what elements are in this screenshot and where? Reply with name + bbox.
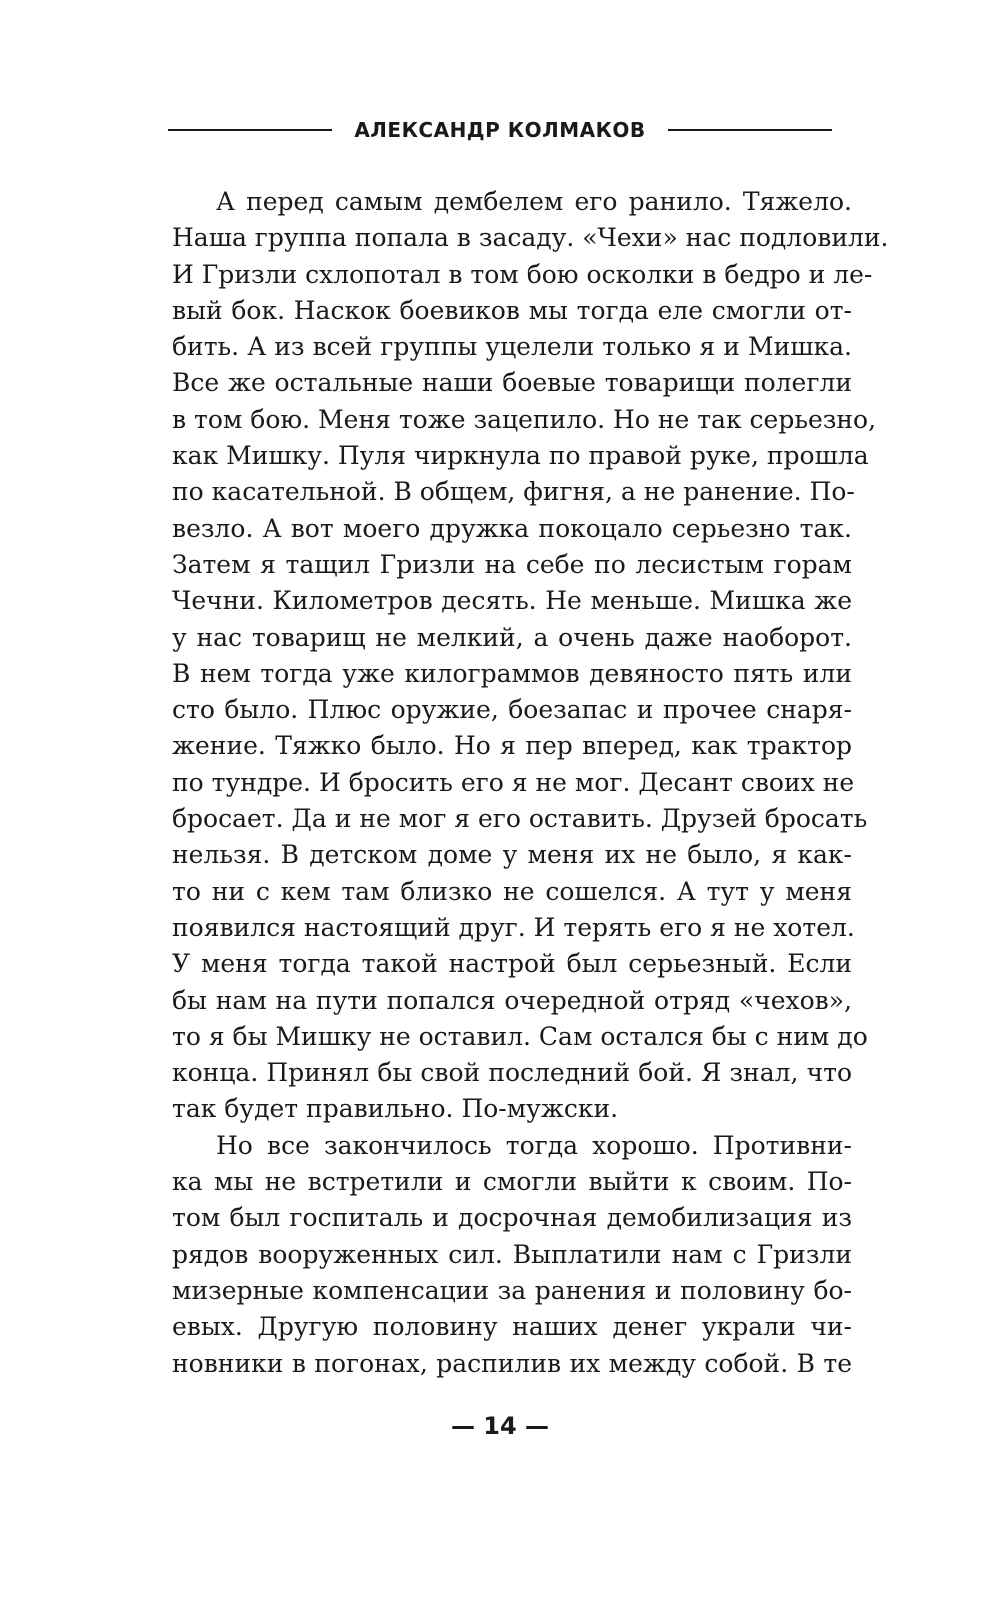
text-line: том был госпиталь и досрочная демобилизация из <box>172 1203 852 1233</box>
text-line: то я бы Мишку не оставил. Сам остался бы с ним до <box>172 1021 868 1051</box>
text-line: Но все закончилось тогда хорошо. Противни- <box>216 1130 852 1160</box>
text-line: У меня тогда такой настрой был серьезный. Если <box>172 949 852 979</box>
text-line: конца. Принял бы свой последний бой. Я знал, что <box>172 1058 852 1088</box>
text-line: евых. Другую половину наших денег украли чи- <box>172 1312 852 1342</box>
text-line: так будет правильно. По-мужски. <box>172 1094 619 1124</box>
text-line: по тундре. И бросить его я не мог. Десант своих не <box>172 767 855 797</box>
text-line: А перед самым дембелем его ранило. Тяжело. <box>216 187 852 216</box>
header-rule-right <box>668 129 832 131</box>
body-text <box>172 184 889 1382</box>
text-line: В нем тогда уже килограммов девяносто пять или <box>172 658 852 688</box>
text-line: у нас товарищ не мелкий, а очень даже наоборот. <box>172 622 852 652</box>
text-line: И Гризли схлопотал в том бою осколки в бедро и ле- <box>172 259 873 289</box>
text-line: бить. А из всей группы уцелели только я и Мишка. <box>172 332 852 362</box>
text-line: рядов вооруженных сил. Выплатили нам с Гризли <box>172 1239 852 1269</box>
text-line: Затем я тащил Гризли на себе по лесистым горам <box>172 549 852 579</box>
text-line: мизерные компенсации за ранения и половину бо- <box>172 1275 852 1305</box>
text-line: Наша группа попала в засаду. «Чехи» нас подловили. <box>172 223 889 253</box>
text-line: бы нам на пути попался очередной отряд «чехов», <box>172 985 852 1015</box>
page-number: — 14 — <box>450 1412 550 1440</box>
text-line: в том бою. Меня тоже зацепило. Но не так серьезно, <box>172 404 877 434</box>
header-rule-left <box>168 129 332 131</box>
text-line: жение. Тяжко было. Но я пер вперед, как трактор <box>172 731 852 761</box>
text-line: сто было. Плюс оружие, боезапас и прочее снаря- <box>172 695 852 725</box>
text-line: по касательной. В общем, фигня, а не ранение. По- <box>172 477 855 507</box>
text-line: везло. А вот моего дружка покоцало серьезно так. <box>172 513 852 543</box>
text-line: ка мы не встретили и смогли выйти к своим. По- <box>172 1167 852 1197</box>
text-line: новники в погонах, распилив их между собой. В те <box>172 1348 852 1378</box>
text-line: нельзя. В детском доме у меня их не было, я как- <box>172 840 852 870</box>
text-line: Все же остальные наши боевые товарищи полегли <box>172 368 852 398</box>
text-line: Чечни. Километров десять. Не меньше. Мишка же <box>172 586 852 616</box>
text-line: то ни с кем там близко не сошелся. А тут у меня <box>172 876 852 906</box>
text-line: появился настоящий друг. И терять его я не хотел. <box>172 912 855 942</box>
text-line: вый бок. Наскок боевиков мы тогда еле смогли от- <box>172 295 852 325</box>
text-line: бросает. Да и не мог я его оставить. Друзей бросать <box>172 804 868 834</box>
author-name: АЛЕКСАНДР КОЛМАКОВ <box>354 118 646 142</box>
running-header <box>168 112 832 148</box>
text-line: как Мишку. Пуля чиркнула по правой руке, прошла <box>172 441 869 471</box>
